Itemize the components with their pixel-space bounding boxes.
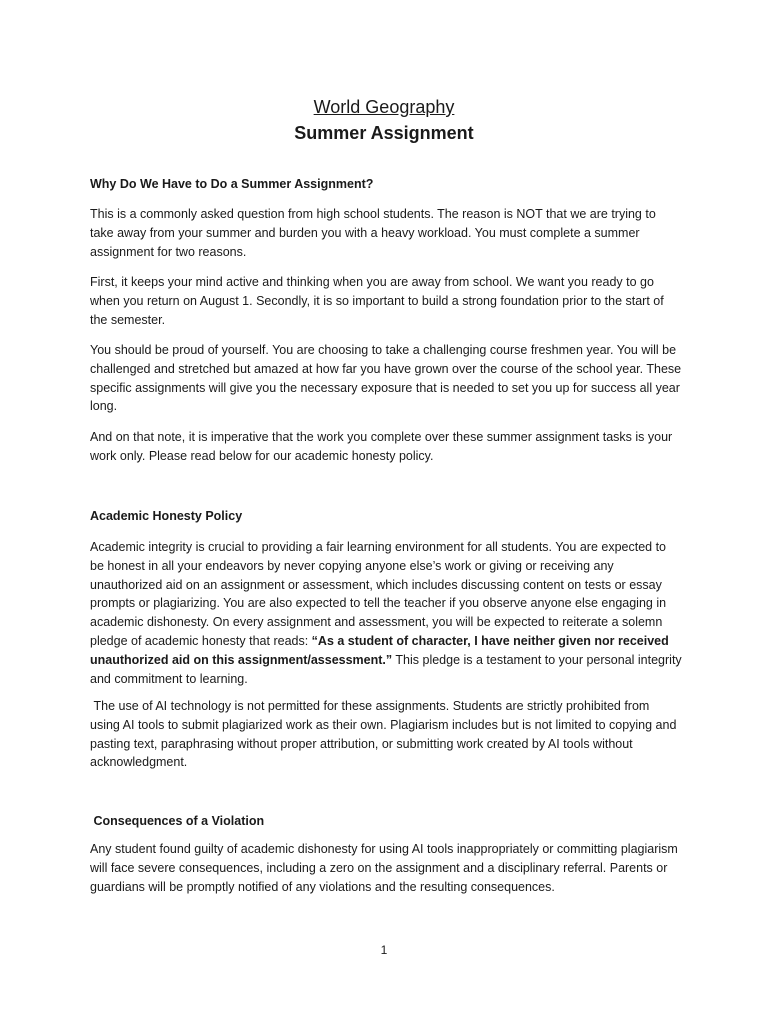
paragraph-text: This pledge is a testament to your personal integrity and commitment to learning.: [90, 652, 682, 686]
why-paragraph-1: [90, 205, 682, 261]
why-paragraph-2: [90, 273, 682, 329]
consequences-heading-block: [90, 812, 682, 831]
consequences-paragraph: [90, 840, 682, 896]
paragraph: First, it keeps your mind active and thinking when you are away from school. We want you ready to go when you return on August 1. Secondly, it is so important to build a strong foundation prior to the start of the semester.: [90, 275, 664, 327]
honesty-pledge: “As a student of character, I have neither given nor received unauthorized aid on this assignment/assessment.”: [90, 633, 669, 667]
section-heading-consequences: Consequences of a Violation: [90, 814, 265, 828]
paragraph: Any student found guilty of academic dishonesty for using AI tools inappropriately or committing plagiarism will face severe consequences, including a zero on the assignment and a disciplinary referral. Parents or guardians will be promptly notified of any violations and the resulting consequences.: [90, 842, 678, 894]
honesty-paragraph-1: [90, 538, 682, 688]
why-paragraph-4: [90, 428, 682, 466]
title-block: [0, 94, 768, 146]
section-heading-honesty: Academic Honesty Policy: [90, 509, 243, 523]
paragraph-text: Academic integrity is crucial to providing a fair learning environment for all students. You are expected to be honest in all your endeavors by never copying anyone else’s work or giving or receiving any unauthorized aid on an assignment or assessment, which includes discussing content on tests or essay prompts or plagiarizing. You are also expected to tell the teacher if you observe anyone else engaging in academic dishonesty. On every assignment and assessment, you will be expected to reiterate a solemn pledge of academic honesty that reads:: [90, 540, 667, 648]
section-heading-why: Why Do We Have to Do a Summer Assignment?: [90, 177, 374, 191]
document-subtitle: Summer Assignment: [294, 123, 474, 143]
page-number: 1: [380, 943, 388, 957]
paragraph: [90, 538, 682, 688]
honesty-heading-block: [90, 507, 682, 526]
paragraph: This is a commonly asked question from high school students. The reason is NOT that we are trying to take away from your summer and burden you with a heavy workload. You must complete a summer assignment for two reasons.: [90, 207, 656, 259]
why-paragraph-3: [90, 341, 682, 416]
document-title: World Geography: [313, 97, 455, 117]
paragraph: And on that note, it is imperative that the work you complete over these summer assignment tasks is your work only. Please read below for our academic honesty policy.: [90, 430, 673, 463]
paragraph: You should be proud of yourself. You are choosing to take a challenging course freshmen year. You will be challenged and stretched but amazed at how far you have grown over the course of the school year. These specific assignments will give you the necessary exposure that is needed to set you up for success all year long.: [90, 343, 682, 414]
honesty-paragraph-2: [90, 697, 682, 772]
paragraph: The use of AI technology is not permitted for these assignments. Students are strictly prohibited from using AI tools to submit plagiarized work as their own. Plagiarism includes but is not limited to copying and pasting text, paraphrasing without proper attribution, or submitting work created by AI tools without acknowledgment.: [90, 699, 680, 770]
why-heading-block: [90, 175, 682, 194]
